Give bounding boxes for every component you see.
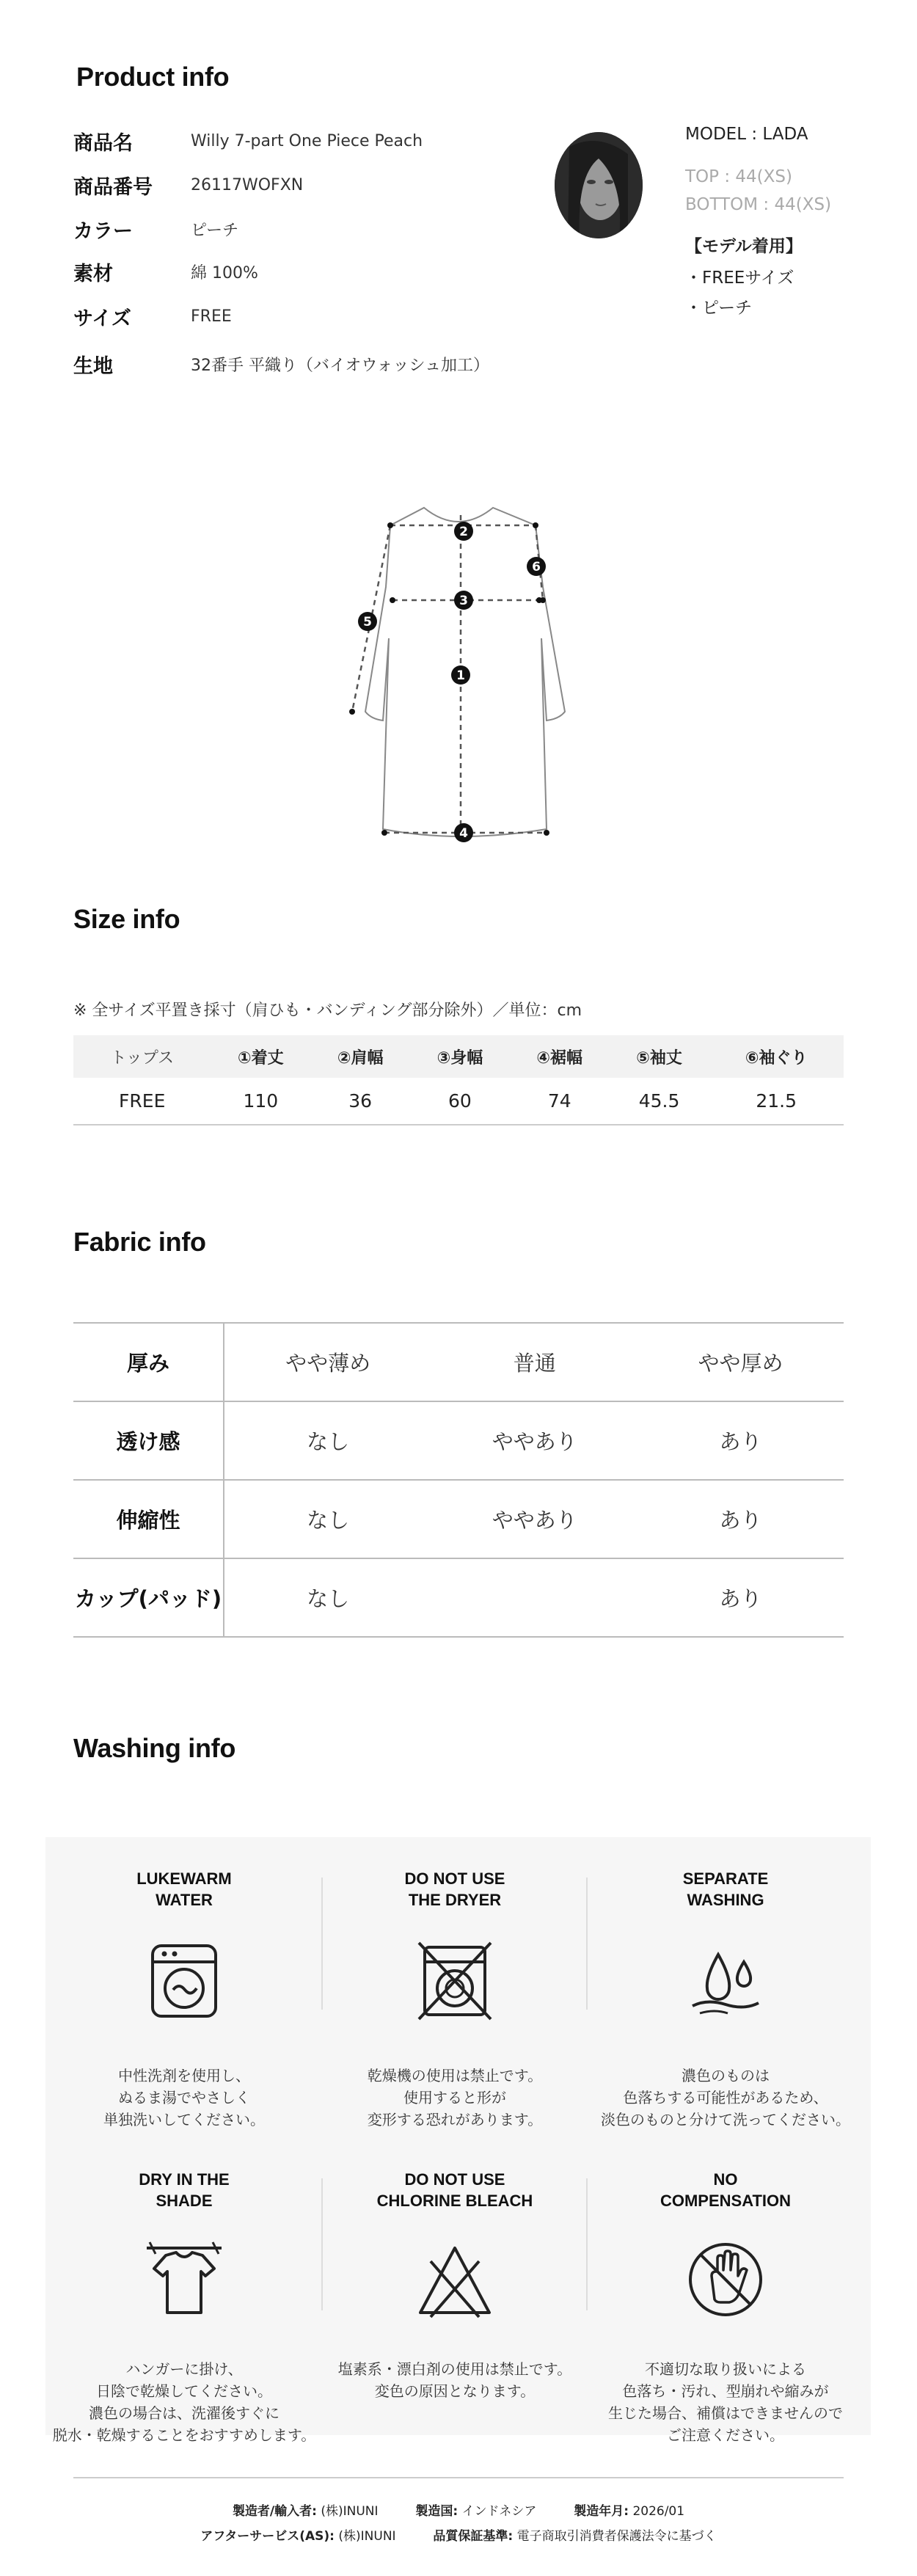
size-info-title: Size info (73, 904, 180, 934)
fabric-cell: あり (637, 1480, 844, 1558)
model-top-size: TOP : 44(XS) (685, 167, 792, 186)
size-cell: 74 (510, 1078, 610, 1125)
wash-desc: 生じた場合、補償はできませんので (608, 2404, 843, 2422)
product-key: カラー (73, 220, 133, 243)
model-name: MODEL : LADA (685, 125, 808, 144)
wash-title: DRY IN THE (139, 2170, 230, 2189)
product-row-material (73, 258, 258, 286)
marker-2: 2 (459, 525, 468, 539)
fabric-cell: ややあり (431, 1401, 637, 1480)
size-cell: 110 (211, 1078, 310, 1125)
as-label: アフターサービス(AS): (200, 2529, 335, 2544)
warranty-label: 品質保証基準: (433, 2529, 514, 2544)
wash-title: CHLORINE BLEACH (376, 2192, 533, 2210)
wash-desc: ご注意ください。 (667, 2426, 784, 2444)
fabric-info-title: Fabric info (73, 1227, 206, 1257)
wash-title: THE DRYER (408, 1891, 502, 1909)
footer-line-1 (0, 2500, 917, 2519)
fabric-key: カップ(パッド) (73, 1558, 224, 1637)
washing-machine-icon (144, 1940, 224, 2021)
wash-desc: 塩素系・漂白剤の使用は禁止です。 (337, 2360, 572, 2378)
product-key: サイズ (73, 307, 131, 330)
date-value: 2026/01 (632, 2504, 685, 2519)
product-key: 素材 (73, 263, 113, 285)
model-photo (555, 132, 643, 238)
fabric-row (73, 1558, 844, 1637)
wash-desc: 色落ち・汚れ、型崩れや縮みが (622, 2382, 829, 2400)
wash-desc: 中性洗剤を使用し、 (118, 2067, 250, 2084)
size-cell: FREE (73, 1078, 211, 1125)
marker-4: 4 (459, 826, 468, 841)
fabric-cell: なし (224, 1401, 431, 1480)
marker-3: 3 (459, 594, 468, 608)
model-worn-label: 【モデル着用】 (685, 237, 803, 256)
product-row-size (73, 302, 232, 331)
size-table-header (73, 1035, 844, 1078)
product-value: 綿 100% (191, 264, 258, 282)
fabric-table (73, 1322, 844, 1638)
wash-desc: 日陰で乾燥してください。 (96, 2382, 272, 2400)
size-cell: 36 (310, 1078, 410, 1125)
product-value: FREE (191, 307, 232, 326)
as-value: (株)INUNI (338, 2529, 396, 2544)
country-value: インドネシア (461, 2504, 537, 2519)
product-value: ピーチ (191, 222, 239, 240)
wash-desc: 色落ちする可能性があるため、 (623, 2089, 828, 2106)
wash-desc: 脱水・乾燥することをおすすめします。 (52, 2426, 316, 2444)
date-label: 製造年月: (574, 2504, 629, 2519)
no-bleach-icon (414, 2239, 495, 2320)
wash-item-no-dryer (323, 1868, 587, 2131)
maker-label: 製造者/輸入者: (232, 2504, 317, 2519)
product-value: Willy 7-part One Piece Peach (191, 132, 423, 150)
fabric-cell (431, 1558, 637, 1637)
wash-title: WATER (156, 1891, 213, 1909)
wash-desc: 乾燥機の使用は禁止です。 (367, 2067, 543, 2084)
wash-desc: 変形する恐れがあります。 (367, 2111, 543, 2128)
country-label: 製造国: (415, 2504, 458, 2519)
fabric-cell: あり (637, 1558, 844, 1637)
wash-item-shade-dry (52, 2169, 316, 2446)
no-dryer-icon (414, 1940, 495, 2021)
wash-title: DO NOT USE (404, 2170, 505, 2189)
size-note: ※ 全サイズ平置き採寸（肩ひも・バンディング部分除外）／単位：cm (73, 1001, 582, 1020)
product-info-title: Product info (76, 62, 230, 92)
size-header: ②肩幅 (310, 1035, 410, 1078)
fabric-key: 透け感 (73, 1401, 224, 1480)
fabric-row (73, 1401, 844, 1480)
model-worn-size: ・FREEサイズ (685, 269, 794, 288)
wash-desc: 変色の原因となります。 (374, 2382, 536, 2400)
fabric-cell: なし (224, 1480, 431, 1558)
maker-value: (株)INUNI (321, 2504, 379, 2519)
marker-1: 1 (456, 668, 465, 683)
product-key: 生地 (73, 355, 113, 378)
warranty-value: 電子商取引消費者保護法令に基づく (516, 2529, 717, 2544)
model-bottom-size: BOTTOM : 44(XS) (685, 195, 832, 214)
size-header: ⑥袖ぐり (709, 1035, 844, 1078)
product-row-name (73, 127, 423, 156)
fabric-cell: 普通 (431, 1323, 637, 1401)
fabric-key: 伸縮性 (73, 1480, 224, 1558)
size-header: トップス (73, 1035, 211, 1078)
product-value: 26117WOFXN (191, 176, 304, 194)
garment-measure-diagram (323, 499, 594, 851)
size-table (73, 1035, 844, 1125)
wash-desc: ハンガーに掛け、 (125, 2360, 243, 2378)
wash-title: WASHING (687, 1891, 764, 1909)
size-header: ④裾幅 (510, 1035, 610, 1078)
wash-desc: 不適切な取り扱いによる (645, 2360, 806, 2378)
wash-title: NO (713, 2170, 738, 2189)
wash-item-lukewarm (52, 1868, 316, 2131)
size-header: ①着丈 (211, 1035, 310, 1078)
no-hand-icon (685, 2239, 766, 2320)
wash-desc: 使用すると形が (403, 2089, 506, 2106)
model-worn-color: ・ピーチ (685, 299, 753, 318)
size-cell: 21.5 (709, 1078, 844, 1125)
fabric-cell: なし (224, 1558, 431, 1637)
wash-desc: 濃色の場合は、洗濯後すぐに (89, 2404, 280, 2422)
wash-item-separate (593, 1868, 858, 2131)
size-table-row (73, 1078, 844, 1125)
product-row-fabric (73, 350, 489, 379)
hanging-shirt-icon (144, 2239, 224, 2320)
fabric-cell: やや厚め (637, 1323, 844, 1401)
size-cell: 60 (410, 1078, 510, 1125)
wash-desc: 濃色のものは (682, 2067, 770, 2084)
fabric-cell: あり (637, 1401, 844, 1480)
marker-5: 5 (363, 615, 372, 630)
washing-info-title: Washing info (73, 1733, 236, 1763)
wash-desc: 単独洗いしてください。 (103, 2111, 265, 2128)
footer-divider (73, 2477, 844, 2478)
wash-title: DO NOT USE (404, 1869, 505, 1888)
product-value: 32番手 平織り（バイオウォッシュ加工） (191, 357, 490, 375)
wash-title: COMPENSATION (660, 2192, 792, 2210)
fabric-row (73, 1323, 844, 1401)
wash-item-no-compensation (593, 2169, 858, 2446)
fabric-key: 厚み (73, 1323, 224, 1401)
water-drops-icon (685, 1940, 766, 2021)
washing-panel (45, 1837, 871, 2444)
wash-desc: 淡色のものと分けて洗ってください。 (601, 2111, 850, 2128)
size-header: ③身幅 (410, 1035, 510, 1078)
wash-item-no-bleach (323, 2169, 587, 2402)
product-row-code (73, 171, 303, 200)
product-key: 商品名 (73, 132, 133, 155)
wash-desc: ぬるま湯でやさしく (118, 2089, 250, 2106)
footer-line-2 (0, 2525, 917, 2544)
wash-title: SEPARATE (682, 1869, 769, 1888)
fabric-row (73, 1480, 844, 1558)
product-row-color (73, 215, 238, 244)
fabric-cell: ややあり (431, 1480, 637, 1558)
wash-title: SHADE (156, 2192, 213, 2210)
wash-title: LUKEWARM (136, 1869, 232, 1888)
size-header: ⑤袖丈 (610, 1035, 709, 1078)
product-key: 商品番号 (73, 176, 153, 199)
fabric-cell: やや薄め (224, 1323, 431, 1401)
size-cell: 45.5 (610, 1078, 709, 1125)
marker-6: 6 (532, 560, 541, 574)
